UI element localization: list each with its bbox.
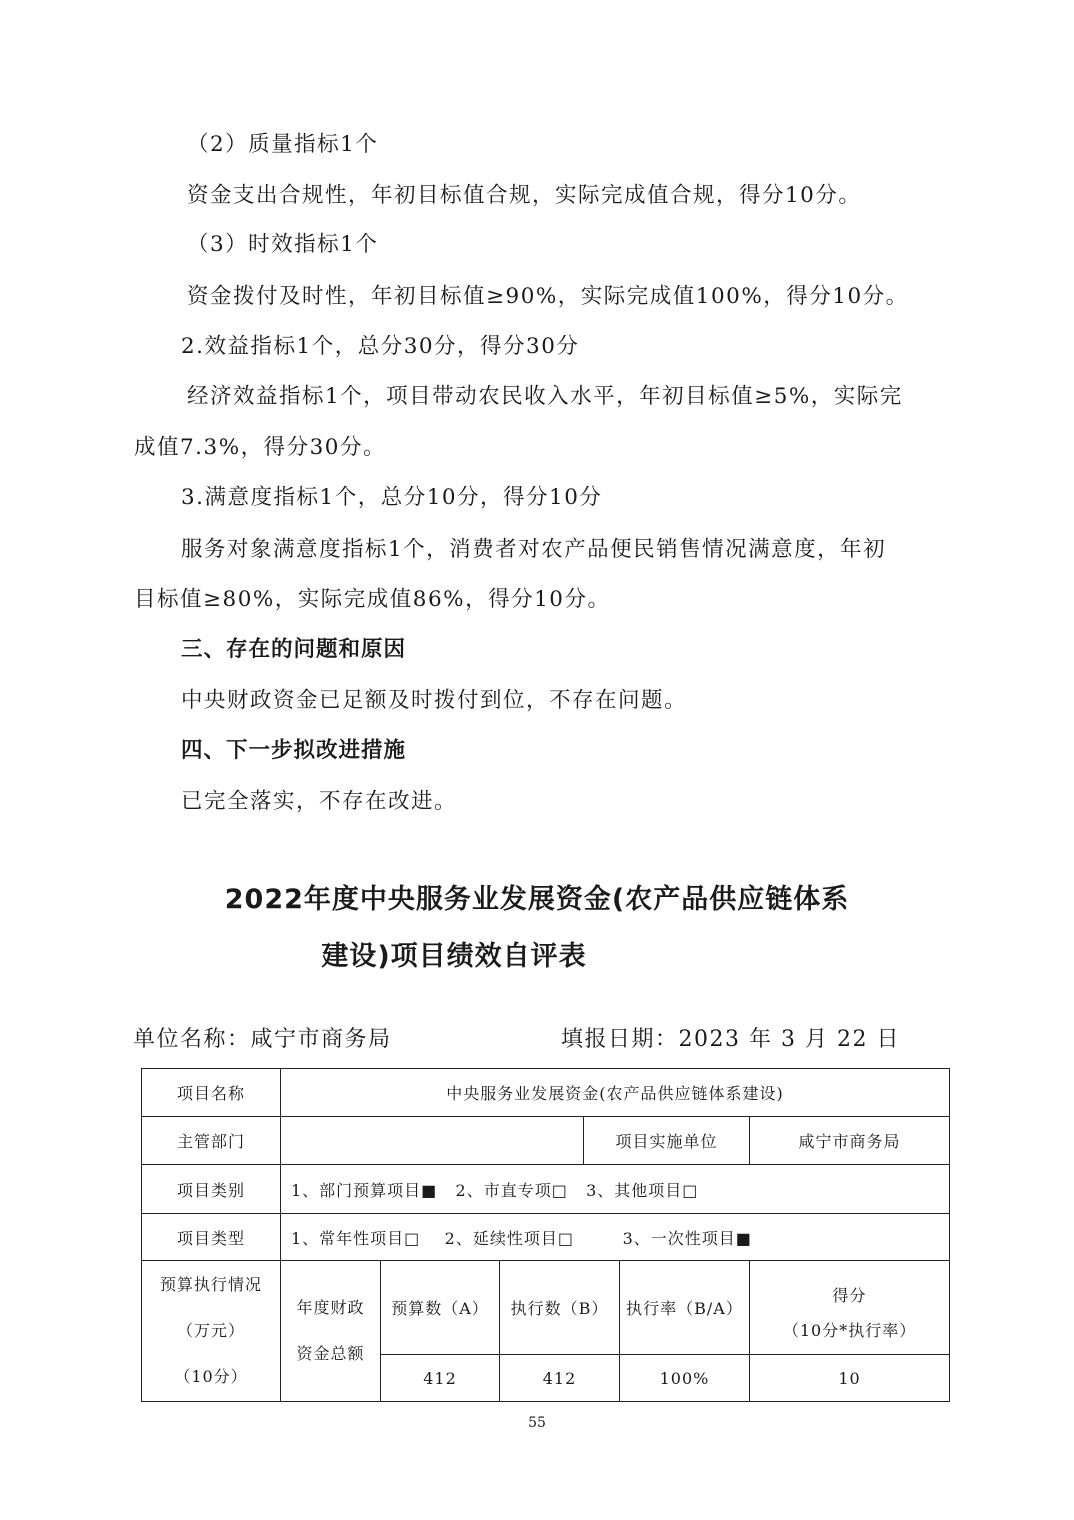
paragraph-compliance: 资金支出合规性，年初目标值合规，实际完成值合规，得分10分。 xyxy=(187,183,862,208)
budget-label-line-1: 预算执行情况 xyxy=(159,1275,262,1294)
exec-value: 412 xyxy=(500,1355,620,1402)
budget-execution-label xyxy=(142,1261,281,1402)
score-header-line-2: （10分*执行率） xyxy=(782,1320,917,1340)
project-name-label: 项目名称 xyxy=(142,1069,281,1117)
col-score-header xyxy=(750,1261,950,1355)
type-label: 项目类型 xyxy=(142,1214,281,1261)
fund-total-label xyxy=(281,1261,381,1402)
category-label: 项目类别 xyxy=(142,1165,281,1214)
col-budget-header: 预算数（A） xyxy=(381,1261,500,1355)
type-value: 1、常年性项目□ 2、延续性项目□ 3、一次性项目■ xyxy=(281,1214,950,1261)
rate-value: 100% xyxy=(620,1355,750,1402)
performance-evaluation-table xyxy=(141,1068,950,1402)
paragraph-satisfaction-1: 服务对象满意度指标1个，消费者对农产品便民销售情况满意度，年初 xyxy=(181,537,887,562)
paragraph-improvements: 已完全落实，不存在改进。 xyxy=(181,789,458,814)
dept-label: 主管部门 xyxy=(142,1117,281,1165)
dept-value xyxy=(281,1117,584,1165)
score-header-line-1: 得分 xyxy=(832,1285,867,1305)
category-value: 1、部门预算项目■ 2、市直专项□ 3、其他项目□ xyxy=(281,1165,950,1214)
project-name-value: 中央服务业发展资金(农产品供应链体系建设) xyxy=(281,1069,950,1117)
impl-unit-value: 咸宁市商务局 xyxy=(750,1117,950,1165)
table-row xyxy=(142,1165,950,1214)
table-row xyxy=(142,1214,950,1261)
fund-total-line-1: 年度财政 xyxy=(296,1298,365,1317)
paragraph-problems: 中央财政资金已足额及时拨付到位，不存在问题。 xyxy=(181,688,688,713)
paragraph-satisfaction-2: 目标值≥80%，实际完成值86%，得分10分。 xyxy=(134,587,611,612)
fund-total-line-2: 资金总额 xyxy=(296,1344,365,1363)
benefit-indicator-heading: 2.效益指标1个，总分30分，得分30分 xyxy=(181,334,580,359)
impl-unit-label: 项目实施单位 xyxy=(584,1117,750,1165)
col-exec-header: 执行数（B） xyxy=(500,1261,620,1355)
timeliness-indicator-heading: （3）时效指标1个 xyxy=(187,232,379,257)
page-number: 55 xyxy=(528,1415,546,1431)
budget-label-line-3: （10分） xyxy=(174,1367,248,1386)
fill-date: 填报日期：2023 年 3 月 22 日 xyxy=(561,1027,900,1052)
table-row xyxy=(142,1117,950,1165)
paragraph-economic-2: 成值7.3%，得分30分。 xyxy=(134,435,386,460)
table-row xyxy=(142,1261,950,1355)
satisfaction-indicator-heading: 3.满意度指标1个，总分10分，得分10分 xyxy=(181,485,603,510)
score-value: 10 xyxy=(750,1355,950,1402)
col-rate-header: 执行率（B/A） xyxy=(620,1261,750,1355)
table-row xyxy=(142,1069,950,1117)
budget-value: 412 xyxy=(381,1355,500,1402)
unit-name: 单位名称：咸宁市商务局 xyxy=(133,1027,392,1052)
paragraph-economic-1: 经济效益指标1个，项目带动农民收入水平，年初目标值≥5%，实际完 xyxy=(187,384,903,409)
paragraph-timeliness: 资金拨付及时性，年初目标值≥90%，实际完成值100%，得分10分。 xyxy=(187,284,909,309)
quality-indicator-heading: （2）质量指标1个 xyxy=(187,132,379,157)
form-title-line-1: 2022年度中央服务业发展资金(农产品供应链体系 xyxy=(224,884,850,915)
section-heading-improvements: 四、下一步拟改进措施 xyxy=(181,738,407,763)
form-title-line-2: 建设)项目绩效自评表 xyxy=(321,941,587,972)
budget-label-line-2: （万元） xyxy=(176,1321,245,1340)
section-heading-problems: 三、存在的问题和原因 xyxy=(181,637,407,662)
